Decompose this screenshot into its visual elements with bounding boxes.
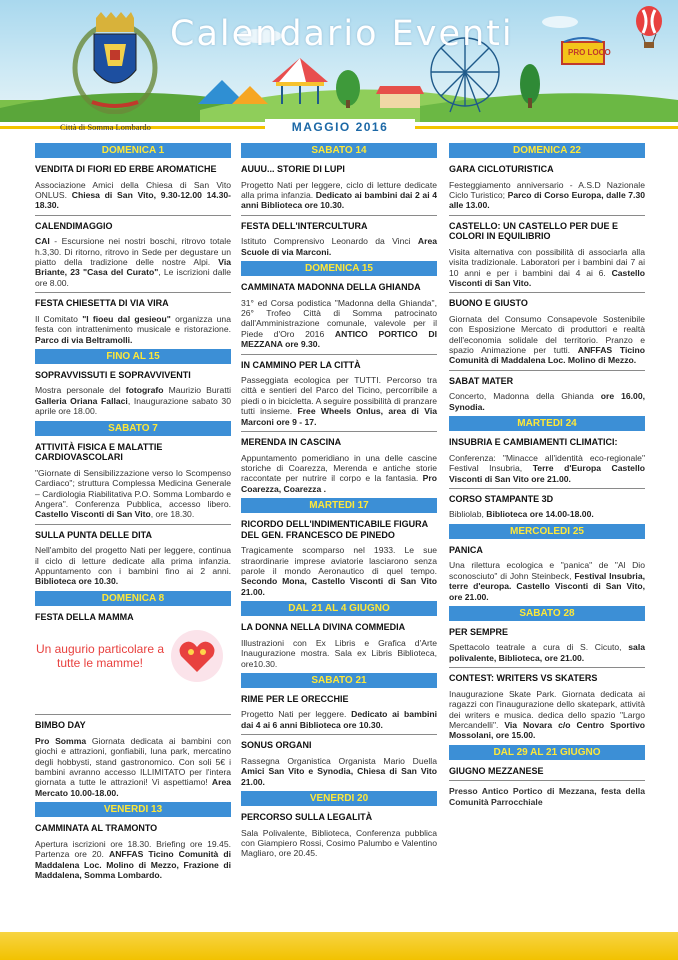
event-title: SABAT MATER <box>449 375 514 386</box>
day-header: MARTEDI 17 <box>241 498 437 513</box>
day-header: DOMENICA 8 <box>35 591 231 606</box>
event-description: Pro Somma Giornata dedicata ai bambini con giochi e attrazioni, gonfiabili, luna park, mercatino degli hobbysti, stand gastronomico. Con soli 5€ i bambini avranno accesso ILLIMITATO per l'intera giornata a tutte le attrazioni! Vi aspettiamo! Area Mercato 10.00-18.00. <box>35 735 231 798</box>
event-title: CORSO STAMPANTE 3D <box>449 493 554 504</box>
mother-day-message <box>35 628 231 684</box>
event-description: Giornata del Consumo Consapevole Sostenibile con Esposizione Mercato di produttori e realtà dell'economia solidale del territorio. Pranzo e spazio Animazione per tutti. ANFFAS Ticino Comunità di Maddalena Loc. Molino di Mezzo. <box>449 313 645 366</box>
event-title: CAMMINATA AL TRAMONTO <box>35 823 158 834</box>
event-title: BIMBO DAY <box>35 720 86 731</box>
day-header: DAL 21 AL 4 GIUGNO <box>241 601 437 616</box>
event-title: GIUGNO MEZZANESE <box>449 765 544 776</box>
event-description: Appuntamento pomeridiano in una delle cascine storiche di Coarezza, Merenda e antiche storie raccontate per nutrire il corpo e la fantasia. Pro Coarezza, Coarezza . <box>241 452 437 494</box>
divider <box>35 292 231 293</box>
event-title: RIME PER LE ORECCHIE <box>241 693 349 704</box>
event-title: GARA CICLOTURISTICA <box>449 164 554 174</box>
day-header: SABATO 7 <box>35 421 231 436</box>
event-title: SULLA PUNTA DELLE DITA <box>35 529 152 540</box>
event-title: CALENDIMAGGIO <box>35 220 113 231</box>
event-description: 31° ed Corsa podistica "Madonna della Ghianda", 26° Trofeo Città di Somma patrocinato dall'Amministrazione comunale, valevole per il Piede d'Oro 2016 ANTICO PORTICO DI MEZZANA ore 9.30. <box>241 297 437 350</box>
event-description: Visita alternativa con possibilità di associarla alla visita tradizionale. Laboratori per i bambini dai 7 ai 10 anni e per i bambini dai 4 ai 6. Castello Visconti di San Vito. <box>449 246 645 288</box>
divider <box>241 734 437 735</box>
divider <box>449 488 645 489</box>
footer-band <box>0 932 678 960</box>
event-title: IN CAMMINO PER LA CITTÀ <box>241 359 361 370</box>
event-description: Apertura iscrizioni ore 18.30. Briefing ore 19.45. Partenza ore 20. ANFFAS Ticino Comunità di Maddalena Loc. Molino di Mezzo, Frazione di Maddalena, Somma Lombardo. <box>35 838 231 880</box>
mother-day-greeting: Un augurio particolare a tutte le mamme! <box>35 642 165 671</box>
event-description: Illustrazioni con Ex Libris e Grafica d'Arte Inaugurazione mostra. Sala ex Libris Biblioteca, ore10.30. <box>241 637 437 669</box>
event-title: FESTA DELL'INTERCULTURA <box>241 220 368 231</box>
event-title: INSUBRIA E CAMBIAMENTI CLIMATICI: <box>449 437 618 448</box>
event-title: VENDITA DI FIORI ED ERBE AROMATICHE <box>35 164 217 174</box>
divider <box>449 370 645 371</box>
event-title: SONUS ORGANI <box>241 740 312 751</box>
column-2 <box>241 143 437 859</box>
event-title: CONTEST: WRITERS VS SKATERS <box>449 673 598 684</box>
day-header: SABATO 14 <box>241 143 437 158</box>
event-title: MERENDA IN CASCINA <box>241 437 342 448</box>
divider <box>35 714 231 715</box>
month-label: MAGGIO 2016 <box>265 119 415 135</box>
divider <box>449 215 645 216</box>
day-header: FINO AL 15 <box>35 349 231 364</box>
event-description: "Giornate di Sensibilizzazione verso lo Scompenso Cardiaco"; struttura Complessa Medicina Generale – Cardiologia Riabilitativa P.O. Somma Lombardo e Angera". Conferenza Pubblica, accesso libero. Castello Visconti di San Vito, ore 18.30. <box>35 467 231 520</box>
header-banner <box>0 0 678 122</box>
day-header: VENERDI 20 <box>241 791 437 806</box>
event-description: Nell'ambito del progetto Nati per leggere, continua il ciclo di letture dedicate alla prima infanzia. Appuntamento con i bambini fino ai 2 anni. Biblioteca ore 10.30. <box>35 545 231 587</box>
event-description: Inaugurazione Skate Park. Giornata dedicata ai ragazzi con l'inaugurazione dello skatepark, attività dei writers e musica. dedica dello spazio "Largo Mercandelli". Via Novara c/o Centro Sportivo Mossolani, ore 15.00. <box>449 688 645 741</box>
city-label: Città di Somma Lombardo <box>60 122 151 132</box>
divider <box>241 431 437 432</box>
event-description: Una rilettura ecologica e "panica" de "Al Dio sconosciuto" di John Steinbeck, Festival Insubria, terre d'europa. Castello Visconti di San Vito, ore 21.00. <box>449 560 645 602</box>
event-description: CAI - Escursione nei nostri boschi, ritrovo totale h.3,30. Di ritorno, ritrovo in Sede per degustare un piatto della tradizione delle nostre Alpi. Via Briante, 23 "Casa del Curato", Le iscrizioni dalle ore 8.00. <box>35 236 231 288</box>
column-1 <box>35 143 231 880</box>
day-header: SABATO 28 <box>449 606 645 621</box>
event-title: ATTIVITÀ FISICA E MALATTIE CARDIOVASCOLARI <box>35 441 163 463</box>
event-description: Il Comitato "I fioeu dal gesieou" organizza una festa con intrattenimento musicale e ristorazione. Parco di via Beltramolli. <box>35 313 231 345</box>
event-description: Concerto, Madonna della Ghianda ore 16.00, Synodia. <box>449 391 645 412</box>
event-description: Associazione Amici della Chiesa di San Vito ONLUS. Chiesa di San Vito, 9.30-12.00 14.30-18.30. <box>35 179 231 211</box>
event-title: RICORDO DELL'INDIMENTICABILE FIGURA DEL GEN. FRANCESCO DE PINEDO <box>241 519 428 540</box>
coat-of-arms-icon <box>70 10 160 114</box>
event-title: FESTA DELLA MAMMA <box>35 611 134 622</box>
day-header: MERCOLEDI 25 <box>449 524 645 539</box>
event-description: Bibliolab, Biblioteca ore 14.00-18.00. <box>449 509 594 520</box>
event-title: PER SEMPRE <box>449 626 509 637</box>
day-header: DOMENICA 22 <box>449 143 645 158</box>
event-title: BUONO E GIUSTO <box>449 298 528 309</box>
pro-loco-label: PRO LOCO <box>568 48 611 57</box>
column-3 <box>449 143 645 807</box>
event-title: PANICA <box>449 544 483 555</box>
event-description: Progetto Nati per leggere. Dedicato ai bambini dai 4 ai 6 anni Biblioteca ore 10.30. <box>241 709 437 730</box>
divider <box>449 780 645 781</box>
divider <box>35 215 231 216</box>
event-description: Presso Antico Portico di Mezzana, festa della Comunità Parrocchiale <box>449 786 645 807</box>
hot-air-balloon-icon <box>634 6 664 50</box>
divider <box>241 215 437 216</box>
day-header: DOMENICA 1 <box>35 143 231 158</box>
page-title: Calendario Eventi <box>170 14 514 54</box>
event-title: LA DONNA NELLA DIVINA COMMEDIA <box>241 622 406 633</box>
day-header: DOMENICA 15 <box>241 261 437 276</box>
event-description: Istituto Comprensivo Leonardo da Vinci Area Scuole di via Marconi. <box>241 236 437 257</box>
divider <box>449 292 645 293</box>
event-description: Spettacolo teatrale a cura di S. Cicuto, sala polivalente, Biblioteca, ore 21.00. <box>449 642 645 663</box>
event-description: Conferenza: "Minacce all'identità eco-regionale" Festival Insubria, Terre d'Europa Castello Visconti di San Vito ore 21.00. <box>449 452 645 484</box>
day-header: MARTEDI 24 <box>449 416 645 431</box>
divider <box>241 354 437 355</box>
event-title: SOPRAVVISSUTI E SOPRAVVIVENTI <box>35 369 191 380</box>
event-title: FESTA CHIESETTA DI VIA VIRA <box>35 298 169 309</box>
day-header: VENERDI 13 <box>35 802 231 817</box>
event-title: CASTELLO: UN CASTELLO PER DUE E COLORI IN EQUILIBRIO <box>449 220 619 242</box>
event-description: Mostra personale del fotografo Maurizio Buratti Galleria Oriana Fallaci, Inaugurazione sabato 30 aprile ore 18.00. <box>35 385 232 417</box>
event-description: Passeggiata ecologica per TUTTI. Percorso tra città e sentieri del Parco del Ticino, percorribile a piedi o in bicicletta. A seguire possibilità di pranzare tutti insieme. Free Wheels Onlus, area di Via Marconi ore 9 - 17. <box>241 375 437 427</box>
event-title: AUUU... STORIE DI LUPI <box>241 164 345 174</box>
event-title: PERCORSO SULLA LEGALITÀ <box>241 812 373 822</box>
event-description: Tragicamente scomparso nel 1933. Le sue straordinarie imprese aviatorie lasciarono senza parole il mondo Aeronautico di quel tempo. Secondo Mona, Castello Visconti di San Vito 21.00. <box>241 545 437 597</box>
event-description: Sala Polivalente, Biblioteca, Conferenza pubblica con Giampiero Rossi, Cosimo Palumbo e Valentino Magliaro, ore 20.45. <box>241 827 437 859</box>
day-header: DAL 29 AL 21 GIUGNO <box>449 745 645 760</box>
event-title: CAMMINATA MADONNA DELLA GHIANDA <box>241 282 421 293</box>
divider <box>449 667 645 668</box>
day-header: SABATO 21 <box>241 673 437 688</box>
event-description: Rassegna Organistica Organista Mario Duella Amici San Vito e Synodia, Chiesa di San Vito 21.00. <box>241 755 437 787</box>
event-description: Festeggiamento anniversario - A.S.D Nazionale Ciclo Turistico; Parco di Corso Europa, dalle 7.30 alle 13.00. <box>449 179 645 211</box>
heart-icon <box>169 628 225 684</box>
event-description: Progetto Nati per leggere, ciclo di letture dedicate alla prima infanzia. Dedicato ai bambini dai 2 ai 4 anni Biblioteca ore 10.30. <box>241 179 437 211</box>
divider <box>35 524 231 525</box>
